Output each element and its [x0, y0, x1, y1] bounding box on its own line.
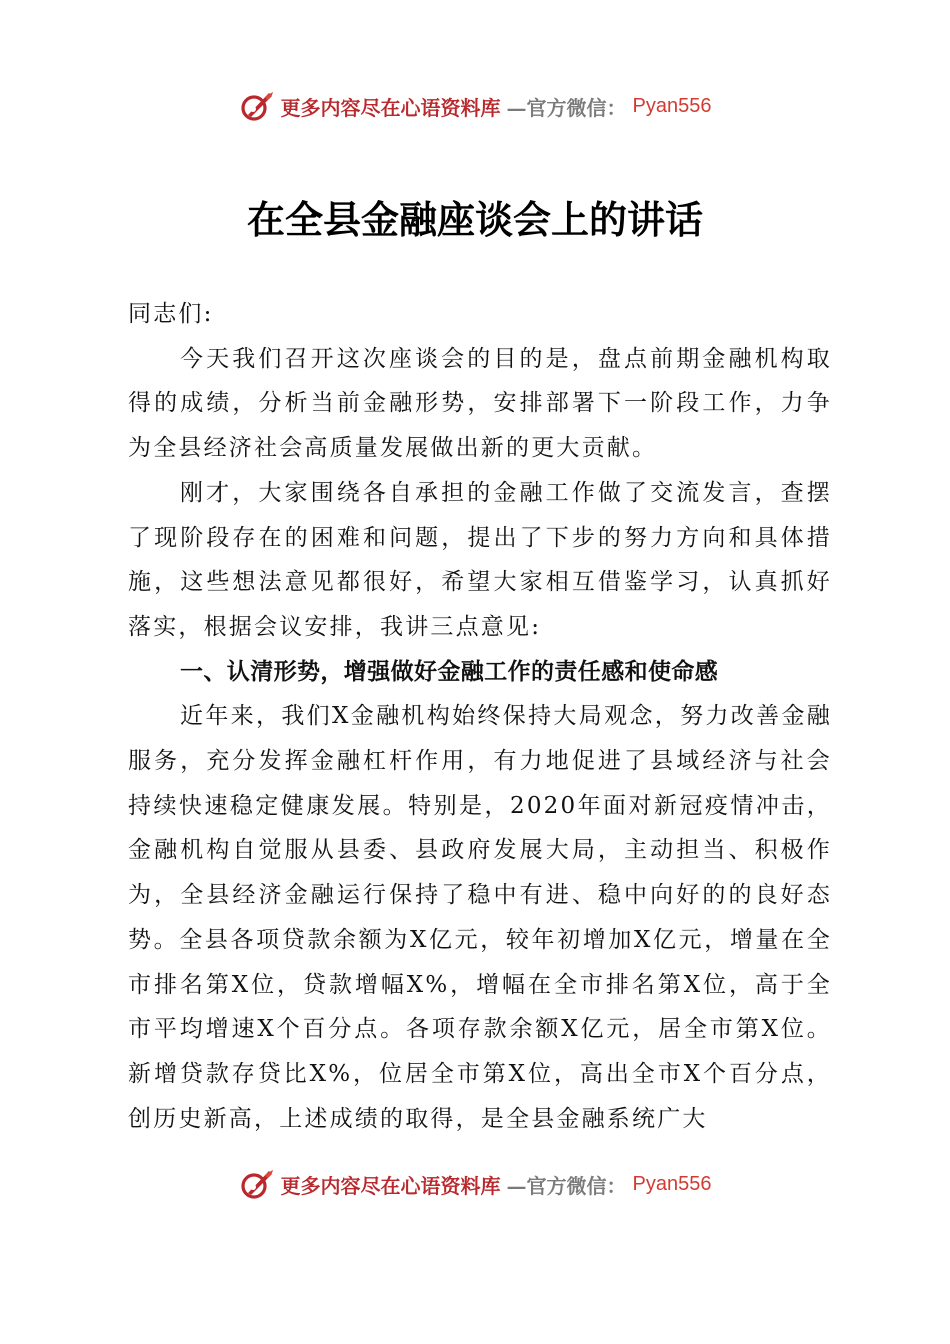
watermark-red-text: 更多内容尽在心语资料库	[280, 95, 501, 120]
quill-pen-logo-icon	[239, 88, 275, 124]
watermark-banner-bottom	[0, 1162, 950, 1206]
watermark-red-text: 更多内容尽在心语资料库	[280, 1173, 501, 1198]
watermark-banner-top	[0, 84, 950, 128]
document-body	[128, 292, 832, 1141]
watermark-gray-text: —官方微信：	[506, 1173, 627, 1198]
paragraph-1: 今天我们召开这次座谈会的目的是，盘点前期金融机构取得的成绩，分析当前金融形势，安排部署下一阶段工作，力争为全县经济社会高质量发展做出新的更大贡献。	[128, 345, 832, 462]
section-1-paragraph: 近年来，我们X金融机构始终保持大局观念，努力改善金融服务，充分发挥金融杠杆作用，有力地促进了县域经济与社会持续快速稳定健康发展。特别是，2020年面对新冠疫情冲击，金融机构自觉服从县委、县政府发展大局，主动担当、积极作为，全县经济金融运行保持了稳中有进、稳中向好的的良好态势。全县各项贷款余额为X亿元，较年初增加X亿元，增量在全市排名第X位，贷款增幅X%，增幅在全市排名第X位，高于全市平均增速X个百分点。各项存款余额X亿元，居全市第X位。新增贷款存贷比X%，位居全市第X位，高出全市X个百分点，创历史新高，上述成绩的取得，是全县金融系统广大	[128, 703, 832, 1132]
watermark-account-id: Pyan556	[632, 94, 712, 117]
watermark-gray-text: —官方微信：	[506, 95, 627, 120]
section-heading-1: 一、认清形势，增强做好金融工作的责任感和使命感	[180, 658, 719, 685]
quill-pen-logo-icon	[239, 1166, 275, 1202]
watermark-account-id: Pyan556	[632, 1172, 712, 1195]
watermark-content	[239, 88, 712, 124]
salutation: 同志们:	[128, 301, 214, 327]
paragraph-2: 刚才，大家围绕各自承担的金融工作做了交流发言，查摆了现阶段存在的困难和问题，提出了下步的努力方向和具体措施，这些想法意见都很好，希望大家相互借鉴学习，认真抓好落实，根据会议安排，我讲三点意见:	[128, 479, 832, 640]
watermark-content	[239, 1166, 712, 1202]
document-title: 在全县金融座谈会上的讲话	[246, 197, 703, 242]
